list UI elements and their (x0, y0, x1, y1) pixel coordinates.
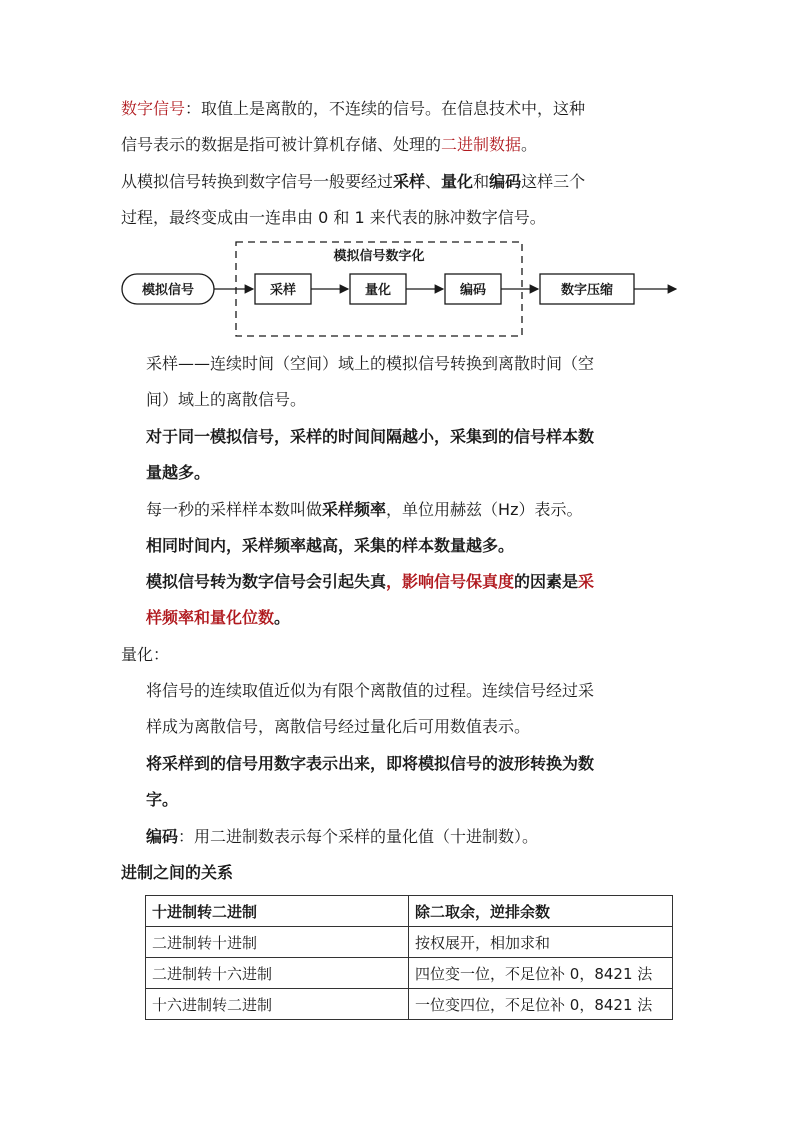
quantization-bold-2 (146, 789, 178, 811)
term-encoding: 编码 (489, 172, 522, 191)
quantization-heading (121, 644, 169, 666)
quantization-text: 字。 (146, 790, 179, 809)
quantization-desc-1 (146, 680, 594, 702)
table-cell-conversion: 二进制转十进制 (146, 927, 409, 958)
intro-line-4 (121, 207, 546, 229)
sampling-def-1 (146, 353, 594, 375)
table-row (146, 927, 673, 958)
table-cell-method: 一位变四位，不足位补 0，8421 法 (409, 989, 673, 1020)
fidelity-factor-text: 采 (578, 572, 595, 591)
quantization-text: 样成为离散信号，离散信号经过量化后可用数值表示。 (146, 717, 531, 736)
quantization-desc-2 (146, 716, 530, 738)
sampling-text: 的因素是 (514, 572, 579, 591)
table-heading-text: 进制之间的关系 (121, 863, 234, 882)
intro-line-2 (121, 134, 537, 156)
intro-line-3 (121, 171, 585, 193)
quantization-heading-text: 量化： (121, 645, 170, 664)
intro-text: 过程，最终变成由一连串由 0 和 1 来代表的脉冲数字信号。 (121, 208, 546, 227)
table-heading (121, 862, 233, 884)
conversion-table (145, 895, 673, 1020)
encoding-label: 编码 (459, 283, 487, 298)
sampling-text: 量越多。 (146, 463, 211, 482)
sampling-bold-3 (146, 535, 514, 557)
sampling-text: 采样——连续时间（空间）域上的模拟信号转换到离散时间（空 (146, 354, 595, 373)
table-cell-conversion: 二进制转十六进制 (146, 958, 409, 989)
quantization-bold-1 (146, 753, 594, 775)
sampling-label: 采样 (269, 283, 297, 298)
digitization-diagram (110, 240, 685, 340)
intro-line-1 (121, 98, 585, 120)
fidelity-factor-text: 样频率和量化位数 (146, 608, 275, 627)
quantization-text: 将信号的连续取值近似为有限个离散值的过程。连续信号经过采 (146, 681, 595, 700)
compression-label: 数字压缩 (560, 283, 614, 298)
encoding-line (146, 826, 538, 848)
sampling-rate-line (146, 499, 582, 521)
quantization-label: 量化 (364, 283, 392, 298)
intro-text: 从模拟信号转换到数字信号一般要经过 (121, 172, 394, 191)
quantization-text: 将采样到的信号用数字表示出来，即将模拟信号的波形转换为数 (146, 754, 595, 773)
sampling-bold-1 (146, 426, 594, 448)
sampling-bold-2 (146, 462, 210, 484)
term-sampling: 采样 (393, 172, 426, 191)
intro-text: 、 (425, 172, 442, 191)
intro-text: 这样三个 (521, 172, 586, 191)
sampling-text: 每一秒的采样样本数叫做 (146, 500, 323, 519)
term-binary-data: 二进制数据 (441, 135, 522, 154)
distortion-line-1 (146, 571, 594, 593)
table-row (146, 958, 673, 989)
sampling-def-2 (146, 389, 306, 411)
table-cell-method: 四位变一位，不足位补 0，8421 法 (409, 958, 673, 989)
term-sampling-rate: 采样频率 (322, 500, 387, 519)
sampling-text: 间）域上的离散信号。 (146, 390, 307, 409)
fidelity-text: ，影响信号保真度 (386, 572, 515, 591)
term-digital-signal: 数字信号 (121, 99, 186, 118)
intro-text: 和 (473, 172, 490, 191)
table-cell-method: 除二取余，逆排余数 (409, 896, 673, 927)
intro-text: 。 (521, 135, 538, 154)
sampling-text: 。 (274, 608, 291, 627)
group-label: 模拟信号数字化 (333, 249, 425, 264)
table-row (146, 989, 673, 1020)
table-cell-conversion: 十进制转二进制 (146, 896, 409, 927)
table-cell-conversion: 十六进制转二进制 (146, 989, 409, 1020)
table-row (146, 896, 673, 927)
intro-text: 信号表示的数据是指可被计算机存储、处理的 (121, 135, 442, 154)
sampling-text: 模拟信号转为数字信号会引起失真 (146, 572, 387, 591)
distortion-line-2 (146, 607, 290, 629)
quantization-text: ：用二进制数表示每个采样的量化值（十进制数）。 (178, 827, 539, 846)
sampling-text: 相同时间内，采样频率越高，采集的样本数量越多。 (146, 536, 515, 555)
sampling-text: ，单位用赫兹（Hz）表示。 (386, 500, 583, 519)
analog-signal-label: 模拟信号 (141, 283, 195, 298)
sampling-text: 对于同一模拟信号，采样的时间间隔越小，采集到的信号样本数 (146, 427, 595, 446)
intro-text: ：取值上是离散的，不连续的信号。在信息技术中，这种 (185, 99, 586, 118)
term-quantization: 量化 (441, 172, 474, 191)
term-encoding-2: 编码 (146, 827, 179, 846)
table-cell-method: 按权展开，相加求和 (409, 927, 673, 958)
